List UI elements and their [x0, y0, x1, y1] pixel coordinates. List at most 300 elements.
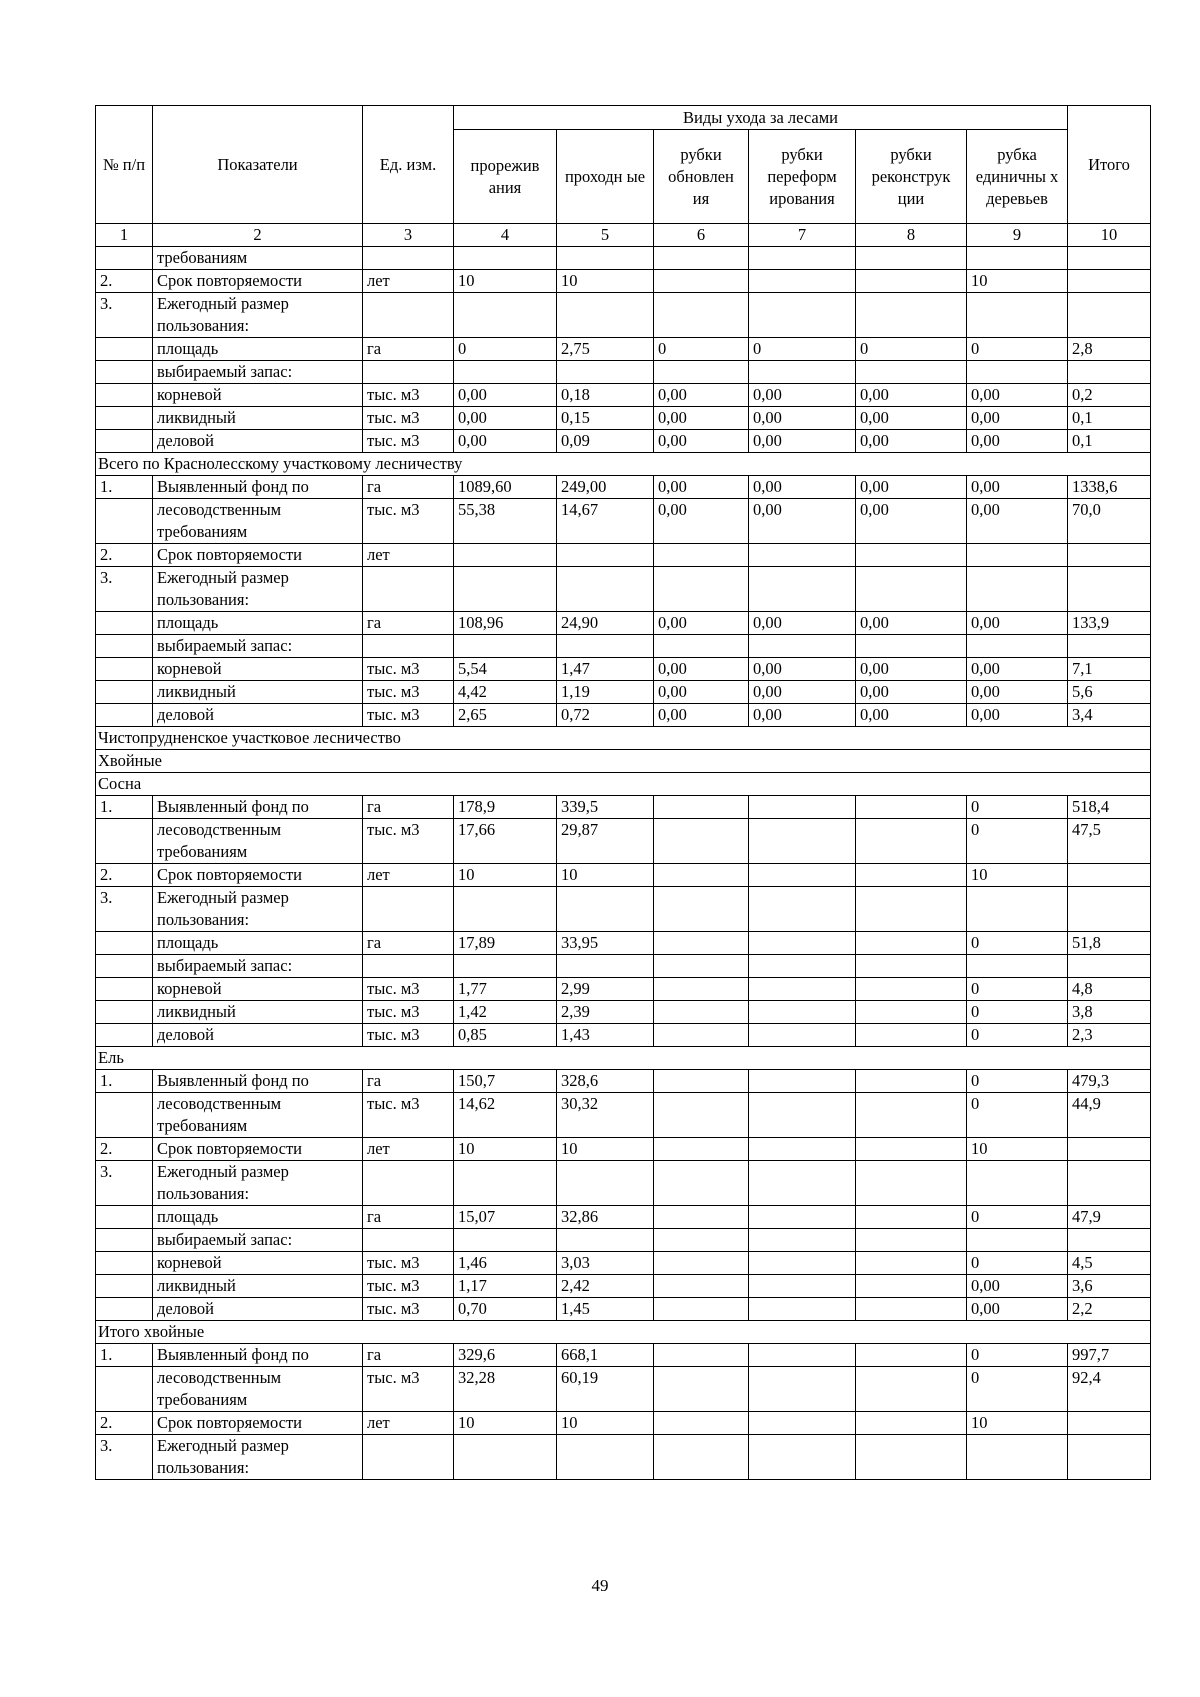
table-cell — [96, 1275, 153, 1298]
table-cell: 3. — [96, 1435, 153, 1480]
table-cell: 30,32 — [557, 1093, 654, 1138]
table-cell — [856, 796, 967, 819]
table-cell: 1089,60 — [454, 476, 557, 499]
table-cell: деловой — [153, 704, 363, 727]
table-cell — [96, 1206, 153, 1229]
table-cell — [749, 1070, 856, 1093]
table-cell: 0 — [749, 338, 856, 361]
table-cell: выбираемый запас: — [153, 955, 363, 978]
table-cell: 60,19 — [557, 1367, 654, 1412]
table-row — [96, 887, 1151, 932]
table-cell: 2,75 — [557, 338, 654, 361]
table-cell: Ежегодный размер пользования: — [153, 293, 363, 338]
table-cell — [96, 704, 153, 727]
table-cell: 2,42 — [557, 1275, 654, 1298]
table-cell: 0 — [967, 1252, 1068, 1275]
table-cell: тыс. м3 — [363, 384, 454, 407]
table-cell: тыс. м3 — [363, 978, 454, 1001]
table-cell: выбираемый запас: — [153, 1229, 363, 1252]
table-cell: 0,00 — [967, 407, 1068, 430]
table-cell — [749, 1275, 856, 1298]
table-cell — [1068, 1161, 1151, 1206]
table-cell: 479,3 — [1068, 1070, 1151, 1093]
table-cell — [1068, 1138, 1151, 1161]
table-cell: 10 — [967, 1138, 1068, 1161]
table-cell: деловой — [153, 430, 363, 453]
table-cell — [1068, 567, 1151, 612]
table-cell — [749, 1252, 856, 1275]
table-cell — [1068, 1435, 1151, 1480]
table-cell — [96, 247, 153, 270]
table-cell — [749, 955, 856, 978]
section-title: Чистопрудненское участковое лесничество — [96, 727, 1151, 750]
table-cell — [654, 1412, 749, 1435]
table-cell — [454, 544, 557, 567]
table-cell: 0 — [967, 338, 1068, 361]
table-cell: 15,07 — [454, 1206, 557, 1229]
table-cell — [1068, 293, 1151, 338]
table-cell — [363, 293, 454, 338]
table-row — [96, 1412, 1151, 1435]
table-cell: 3,03 — [557, 1252, 654, 1275]
table-cell: 0,00 — [749, 681, 856, 704]
table-cell — [557, 1435, 654, 1480]
table-cell: 0,00 — [654, 658, 749, 681]
table-row — [96, 430, 1151, 453]
table-cell — [654, 1252, 749, 1275]
header-indicator: Показатели — [153, 106, 363, 224]
table-cell: 2. — [96, 270, 153, 293]
table-cell: 17,89 — [454, 932, 557, 955]
table-cell — [856, 1435, 967, 1480]
table-cell — [856, 1412, 967, 1435]
table-cell: 0,00 — [749, 612, 856, 635]
table-cell: лет — [363, 864, 454, 887]
table-cell — [363, 955, 454, 978]
table-cell: 10 — [454, 1412, 557, 1435]
table-cell: тыс. м3 — [363, 430, 454, 453]
table-cell: 10 — [967, 864, 1068, 887]
table-cell — [96, 932, 153, 955]
table-cell: 0,00 — [454, 430, 557, 453]
table-cell: 1338,6 — [1068, 476, 1151, 499]
table-cell — [654, 1229, 749, 1252]
table-cell: 1,42 — [454, 1001, 557, 1024]
table-cell — [856, 270, 967, 293]
table-cell: 0,00 — [856, 612, 967, 635]
section-title: Сосна — [96, 773, 1151, 796]
table-cell — [96, 338, 153, 361]
table-cell — [96, 407, 153, 430]
table-cell — [454, 361, 557, 384]
table-cell — [856, 1161, 967, 1206]
table-cell: 108,96 — [454, 612, 557, 635]
table-cell: лет — [363, 1412, 454, 1435]
table-cell: 0 — [967, 1344, 1068, 1367]
table-cell — [856, 864, 967, 887]
table-cell: корневой — [153, 658, 363, 681]
table-cell: га — [363, 476, 454, 499]
table-cell: Срок повторяемости — [153, 544, 363, 567]
header-unit: Ед. изм. — [363, 106, 454, 224]
table-cell — [856, 1093, 967, 1138]
table-cell — [1068, 247, 1151, 270]
table-cell: выбираемый запас: — [153, 361, 363, 384]
table-row — [96, 1161, 1151, 1206]
table-cell: га — [363, 1070, 454, 1093]
table-cell: 0,00 — [749, 658, 856, 681]
table-cell: 0,00 — [856, 704, 967, 727]
table-row — [96, 247, 1151, 270]
table-cell — [96, 499, 153, 544]
table-cell: 0,00 — [856, 681, 967, 704]
table-cell — [749, 1001, 856, 1024]
table-cell — [967, 361, 1068, 384]
table-cell — [96, 1298, 153, 1321]
table-cell — [856, 1024, 967, 1047]
table-cell: 0,70 — [454, 1298, 557, 1321]
table-body — [96, 247, 1151, 1480]
table-cell — [654, 293, 749, 338]
table-cell: 7,1 — [1068, 658, 1151, 681]
table-cell: Выявленный фонд по — [153, 1070, 363, 1093]
table-cell — [749, 1093, 856, 1138]
header-type-renewal: рубки обновлен ия — [654, 130, 749, 224]
table-cell: 29,87 — [557, 819, 654, 864]
table-cell — [967, 544, 1068, 567]
table-cell: 33,95 — [557, 932, 654, 955]
table-row — [96, 955, 1151, 978]
table-cell: 2. — [96, 544, 153, 567]
table-cell: 0,00 — [967, 430, 1068, 453]
table-cell: га — [363, 612, 454, 635]
table-cell: 997,7 — [1068, 1344, 1151, 1367]
column-number: 8 — [856, 224, 967, 247]
table-cell: 24,90 — [557, 612, 654, 635]
table-cell: 2,8 — [1068, 338, 1151, 361]
column-number: 9 — [967, 224, 1068, 247]
table-cell: 0,15 — [557, 407, 654, 430]
table-cell — [654, 567, 749, 612]
table-cell: тыс. м3 — [363, 1024, 454, 1047]
table-cell — [749, 1367, 856, 1412]
table-cell: 3. — [96, 567, 153, 612]
table-cell — [856, 1001, 967, 1024]
table-cell: деловой — [153, 1024, 363, 1047]
column-number: 3 — [363, 224, 454, 247]
table-cell: 0,00 — [856, 476, 967, 499]
table-cell: 92,4 — [1068, 1367, 1151, 1412]
table-cell: Ежегодный размер пользования: — [153, 887, 363, 932]
table-cell — [856, 1275, 967, 1298]
table-row — [96, 384, 1151, 407]
table-cell — [967, 635, 1068, 658]
table-cell: тыс. м3 — [363, 1275, 454, 1298]
table-cell: Ежегодный размер пользования: — [153, 1435, 363, 1480]
table-cell — [454, 247, 557, 270]
table-row — [96, 658, 1151, 681]
table-row — [96, 499, 1151, 544]
table-cell: га — [363, 338, 454, 361]
table-cell: 44,9 — [1068, 1093, 1151, 1138]
table-row — [96, 1344, 1151, 1367]
table-cell: Выявленный фонд по — [153, 476, 363, 499]
table-cell: тыс. м3 — [363, 704, 454, 727]
table-cell — [856, 955, 967, 978]
table-cell: 0,09 — [557, 430, 654, 453]
section-row — [96, 750, 1151, 773]
table-cell: 0,00 — [654, 476, 749, 499]
table-cell: 0,00 — [967, 658, 1068, 681]
table-cell: лет — [363, 544, 454, 567]
table-cell: 0,00 — [967, 384, 1068, 407]
table-cell — [654, 1093, 749, 1138]
table-cell: 0,00 — [967, 476, 1068, 499]
table-cell: 0,00 — [654, 407, 749, 430]
table-cell — [454, 887, 557, 932]
table-cell: 1,46 — [454, 1252, 557, 1275]
table-cell — [557, 247, 654, 270]
table-cell: 0,00 — [654, 384, 749, 407]
table-cell — [654, 361, 749, 384]
table-cell: 0,00 — [967, 1275, 1068, 1298]
table-cell: 2. — [96, 1412, 153, 1435]
header-type-reconstruction: рубки реконструк ции — [856, 130, 967, 224]
table-cell: 2,65 — [454, 704, 557, 727]
table-cell: 0 — [967, 1367, 1068, 1412]
table-cell — [856, 1206, 967, 1229]
table-cell — [856, 1138, 967, 1161]
table-cell: 328,6 — [557, 1070, 654, 1093]
table-cell: 0,85 — [454, 1024, 557, 1047]
table-cell: 150,7 — [454, 1070, 557, 1093]
table-cell: корневой — [153, 384, 363, 407]
table-cell: 0,00 — [967, 704, 1068, 727]
table-cell: тыс. м3 — [363, 1093, 454, 1138]
table-cell: 0,18 — [557, 384, 654, 407]
table-cell: Выявленный фонд по — [153, 1344, 363, 1367]
table-cell: Срок повторяемости — [153, 270, 363, 293]
table-cell — [557, 361, 654, 384]
table-cell: 0 — [454, 338, 557, 361]
table-cell — [856, 293, 967, 338]
table-cell: 2,99 — [557, 978, 654, 1001]
header-type-single-trees: рубка единичны х деревьев — [967, 130, 1068, 224]
table-row — [96, 1252, 1151, 1275]
table-cell — [1068, 1412, 1151, 1435]
section-title: Хвойные — [96, 750, 1151, 773]
table-cell: 10 — [967, 270, 1068, 293]
table-row — [96, 293, 1151, 338]
table-cell — [557, 1161, 654, 1206]
table-cell: 1. — [96, 796, 153, 819]
table-cell — [363, 635, 454, 658]
table-cell — [654, 887, 749, 932]
section-row — [96, 773, 1151, 796]
table-cell — [654, 864, 749, 887]
section-title: Итого хвойные — [96, 1321, 1151, 1344]
table-cell — [654, 1275, 749, 1298]
table-cell: 0,00 — [749, 476, 856, 499]
table-row — [96, 1093, 1151, 1138]
table-cell: 3,4 — [1068, 704, 1151, 727]
table-cell: тыс. м3 — [363, 1001, 454, 1024]
table-cell: лесоводственным требованиям — [153, 1093, 363, 1138]
table-cell: 0 — [967, 796, 1068, 819]
table-cell: 14,62 — [454, 1093, 557, 1138]
table-cell — [856, 1252, 967, 1275]
table-cell — [856, 978, 967, 1001]
table-row — [96, 796, 1151, 819]
table-cell — [654, 1070, 749, 1093]
table-cell — [749, 1229, 856, 1252]
table-cell — [96, 361, 153, 384]
header-care-types-group: Виды ухода за лесами — [454, 106, 1068, 130]
table-cell — [96, 658, 153, 681]
table-cell: 2,3 — [1068, 1024, 1151, 1047]
table-cell: 2. — [96, 1138, 153, 1161]
table-row — [96, 1001, 1151, 1024]
table-cell: 1,77 — [454, 978, 557, 1001]
table-cell: 0,72 — [557, 704, 654, 727]
table-cell: 0,2 — [1068, 384, 1151, 407]
table-row — [96, 1435, 1151, 1480]
table-cell: 10 — [557, 1138, 654, 1161]
table-cell — [96, 978, 153, 1001]
table-cell: 339,5 — [557, 796, 654, 819]
table-cell: 0 — [967, 1024, 1068, 1047]
table-cell — [96, 1229, 153, 1252]
table-row — [96, 932, 1151, 955]
table-cell — [856, 1229, 967, 1252]
table-cell: 0 — [967, 932, 1068, 955]
table-cell — [1068, 1229, 1151, 1252]
table-row — [96, 612, 1151, 635]
table-cell: 10 — [557, 270, 654, 293]
table-cell: тыс. м3 — [363, 1298, 454, 1321]
table-cell: тыс. м3 — [363, 658, 454, 681]
table-cell — [654, 1138, 749, 1161]
table-cell: 0,00 — [654, 681, 749, 704]
table-cell: 1. — [96, 1344, 153, 1367]
table-cell: 0,00 — [856, 384, 967, 407]
table-cell: 0,00 — [749, 499, 856, 544]
column-number: 2 — [153, 224, 363, 247]
table-row — [96, 338, 1151, 361]
table-cell — [654, 1298, 749, 1321]
table-cell: 2,39 — [557, 1001, 654, 1024]
table-cell: 4,5 — [1068, 1252, 1151, 1275]
table-cell — [749, 819, 856, 864]
table-cell — [856, 635, 967, 658]
section-row — [96, 453, 1151, 476]
table-cell: 0,00 — [454, 407, 557, 430]
table-cell: лесоводственным требованиям — [153, 1367, 363, 1412]
table-cell — [749, 1435, 856, 1480]
table-cell: 178,9 — [454, 796, 557, 819]
table-cell — [654, 1344, 749, 1367]
table-cell — [557, 955, 654, 978]
table-cell — [363, 1229, 454, 1252]
table-cell: 0,00 — [454, 384, 557, 407]
table-cell — [557, 567, 654, 612]
table-cell — [96, 384, 153, 407]
table-cell: 1,17 — [454, 1275, 557, 1298]
table-cell — [654, 978, 749, 1001]
table-cell: 0,1 — [1068, 407, 1151, 430]
table-cell — [967, 955, 1068, 978]
table-cell: 0 — [967, 1093, 1068, 1138]
table-cell: площадь — [153, 612, 363, 635]
table-cell — [96, 1001, 153, 1024]
table-row — [96, 681, 1151, 704]
table-cell: 0,00 — [967, 499, 1068, 544]
table-cell: 3,8 — [1068, 1001, 1151, 1024]
table-cell — [967, 567, 1068, 612]
table-cell — [96, 1024, 153, 1047]
table-cell: 10 — [967, 1412, 1068, 1435]
table-cell — [856, 1298, 967, 1321]
table-cell: тыс. м3 — [363, 819, 454, 864]
table-cell — [1068, 887, 1151, 932]
page-number: 49 — [591, 1576, 609, 1595]
table-cell — [967, 887, 1068, 932]
table-cell: лесоводственным требованиям — [153, 819, 363, 864]
table-cell: 518,4 — [1068, 796, 1151, 819]
table-cell: 0,00 — [856, 658, 967, 681]
section-row — [96, 1321, 1151, 1344]
table-cell — [967, 247, 1068, 270]
table-cell — [96, 955, 153, 978]
table-cell: 0,00 — [654, 430, 749, 453]
table-cell — [856, 544, 967, 567]
table-cell — [654, 635, 749, 658]
column-number: 4 — [454, 224, 557, 247]
table-cell: 668,1 — [557, 1344, 654, 1367]
table-cell: 0,00 — [654, 499, 749, 544]
table-cell — [749, 270, 856, 293]
table-cell: 3,6 — [1068, 1275, 1151, 1298]
table-cell — [363, 1161, 454, 1206]
table-cell: га — [363, 796, 454, 819]
column-number: 1 — [96, 224, 153, 247]
table-row — [96, 978, 1151, 1001]
table-cell: 0,00 — [749, 407, 856, 430]
table-cell: ликвидный — [153, 681, 363, 704]
table-cell — [454, 635, 557, 658]
table-cell — [454, 567, 557, 612]
table-cell — [363, 361, 454, 384]
table-cell: 5,6 — [1068, 681, 1151, 704]
table-cell — [654, 247, 749, 270]
table-cell — [749, 544, 856, 567]
table-cell: 249,00 — [557, 476, 654, 499]
table-cell — [856, 361, 967, 384]
table-cell: лет — [363, 270, 454, 293]
header-total: Итого — [1068, 106, 1151, 224]
table-cell: 1,43 — [557, 1024, 654, 1047]
table-cell: 0 — [967, 819, 1068, 864]
table-cell — [557, 887, 654, 932]
table-cell — [96, 635, 153, 658]
table-cell: 0 — [967, 1206, 1068, 1229]
table-cell: 0,00 — [749, 384, 856, 407]
header-number: № п/п — [96, 106, 153, 224]
table-cell: 0,00 — [967, 612, 1068, 635]
table-cell: ликвидный — [153, 1275, 363, 1298]
table-cell — [856, 1367, 967, 1412]
table-cell — [363, 1435, 454, 1480]
